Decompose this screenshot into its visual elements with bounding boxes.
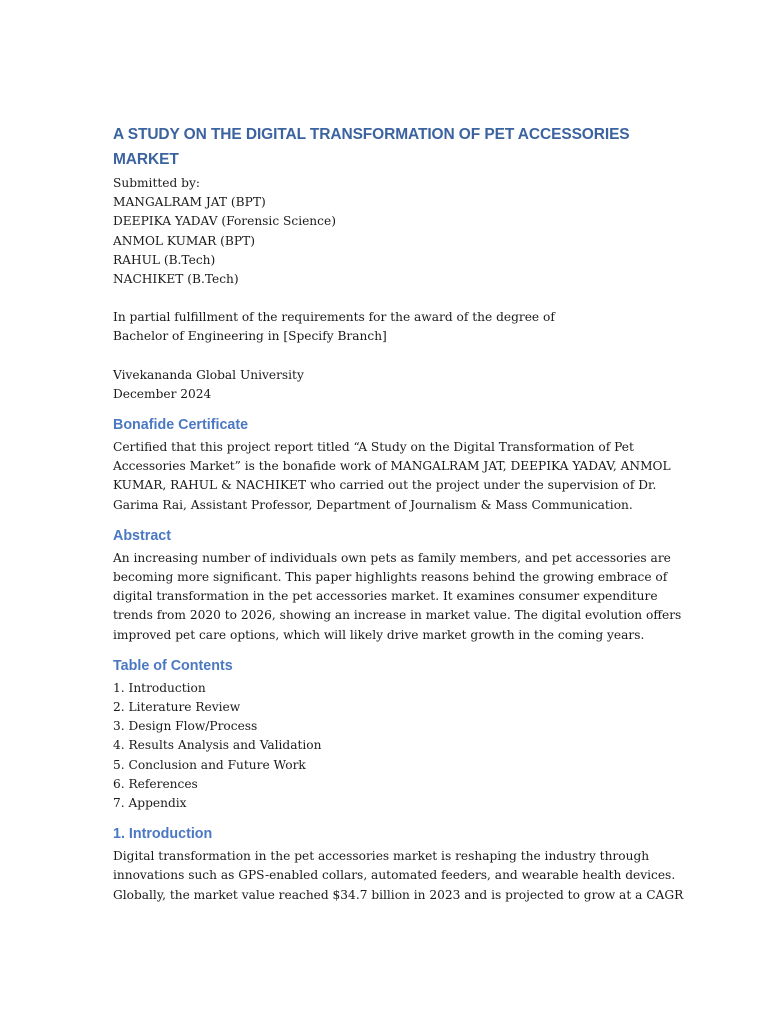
paragraph-line: innovations such as GPS-enabled collars, automated feeders, and wearable health devices. [113, 868, 676, 883]
toc-item: 5. Conclusion and Future Work [113, 757, 306, 772]
toc-item: 3. Design Flow/Process [113, 719, 258, 734]
toc-item: 6. References [113, 776, 198, 791]
introduction-heading: 1. Introduction [113, 826, 213, 843]
author-name: RAHUL (B.Tech) [113, 252, 216, 267]
paragraph-line: Globally, the market value reached $34.7 billion in 2023 and is projected to grow at a CAGR [113, 887, 684, 902]
author-name: ANMOL KUMAR (BPT) [113, 233, 255, 248]
bonafide-heading: Bonafide Certificate [113, 417, 249, 434]
degree-line: In partial fulfillment of the requirements for the award of the degree of [113, 310, 555, 325]
paragraph-line: digital transformation in the pet accessories market. It examines consumer expenditure [113, 589, 658, 604]
toc-heading: Table of Contents [113, 657, 233, 674]
document-title [113, 122, 658, 172]
paragraph-line: trends from 2020 to 2026, showing an increase in market value. The digital evolution offers [113, 608, 682, 623]
paragraph-line: Garima Rai, Assistant Professor, Department of Journalism & Mass Communication. [113, 497, 633, 512]
submission-block [113, 174, 658, 404]
author-name: DEEPIKA YADAV (Forensic Science) [113, 214, 336, 229]
toc-item: 1. Introduction [113, 680, 206, 695]
submitted-by-label: Submitted by: [113, 176, 200, 190]
paragraph-line: improved pet care options, which will likely drive market growth in the coming years. [113, 627, 645, 642]
paragraph-line: An increasing number of individuals own pets as family members, and pet accessories are [113, 550, 671, 565]
paragraph-line: becoming more significant. This paper highlights reasons behind the growing embrace of [113, 570, 668, 585]
paragraph-line: Digital transformation in the pet accessories market is reshaping the industry through [113, 849, 650, 864]
title-line: MARKET [113, 151, 179, 168]
introduction-paragraph [113, 847, 684, 905]
paragraph-line: Certified that this project report titled “A Study on the Digital Transformation of Pet [113, 440, 634, 455]
author-name: NACHIKET (B.Tech) [113, 272, 239, 287]
abstract-paragraph [113, 549, 682, 645]
submission-date: December 2024 [113, 386, 212, 401]
abstract-heading: Abstract [113, 527, 171, 544]
table-of-contents [113, 679, 658, 813]
toc-item: 4. Results Analysis and Validation [113, 738, 322, 753]
toc-item: 2. Literature Review [113, 700, 241, 715]
university-name: Vivekananda Global University [113, 367, 304, 382]
toc-item: 7. Appendix [113, 796, 187, 811]
paragraph-line: Accessories Market” is the bonafide work of MANGALRAM JAT, DEEPIKA YADAV, ANMOL [113, 459, 671, 474]
bonafide-paragraph [113, 438, 671, 515]
title-line: A STUDY ON THE DIGITAL TRANSFORMATION OF PET ACCESSORIES [113, 126, 630, 143]
paragraph-line: KUMAR, RAHUL & NACHIKET who carried out the project under the supervision of Dr. [113, 478, 657, 493]
degree-line: Bachelor of Engineering in [Specify Branch] [113, 329, 387, 344]
author-name: MANGALRAM JAT (BPT) [113, 195, 266, 210]
document-page [113, 122, 684, 905]
